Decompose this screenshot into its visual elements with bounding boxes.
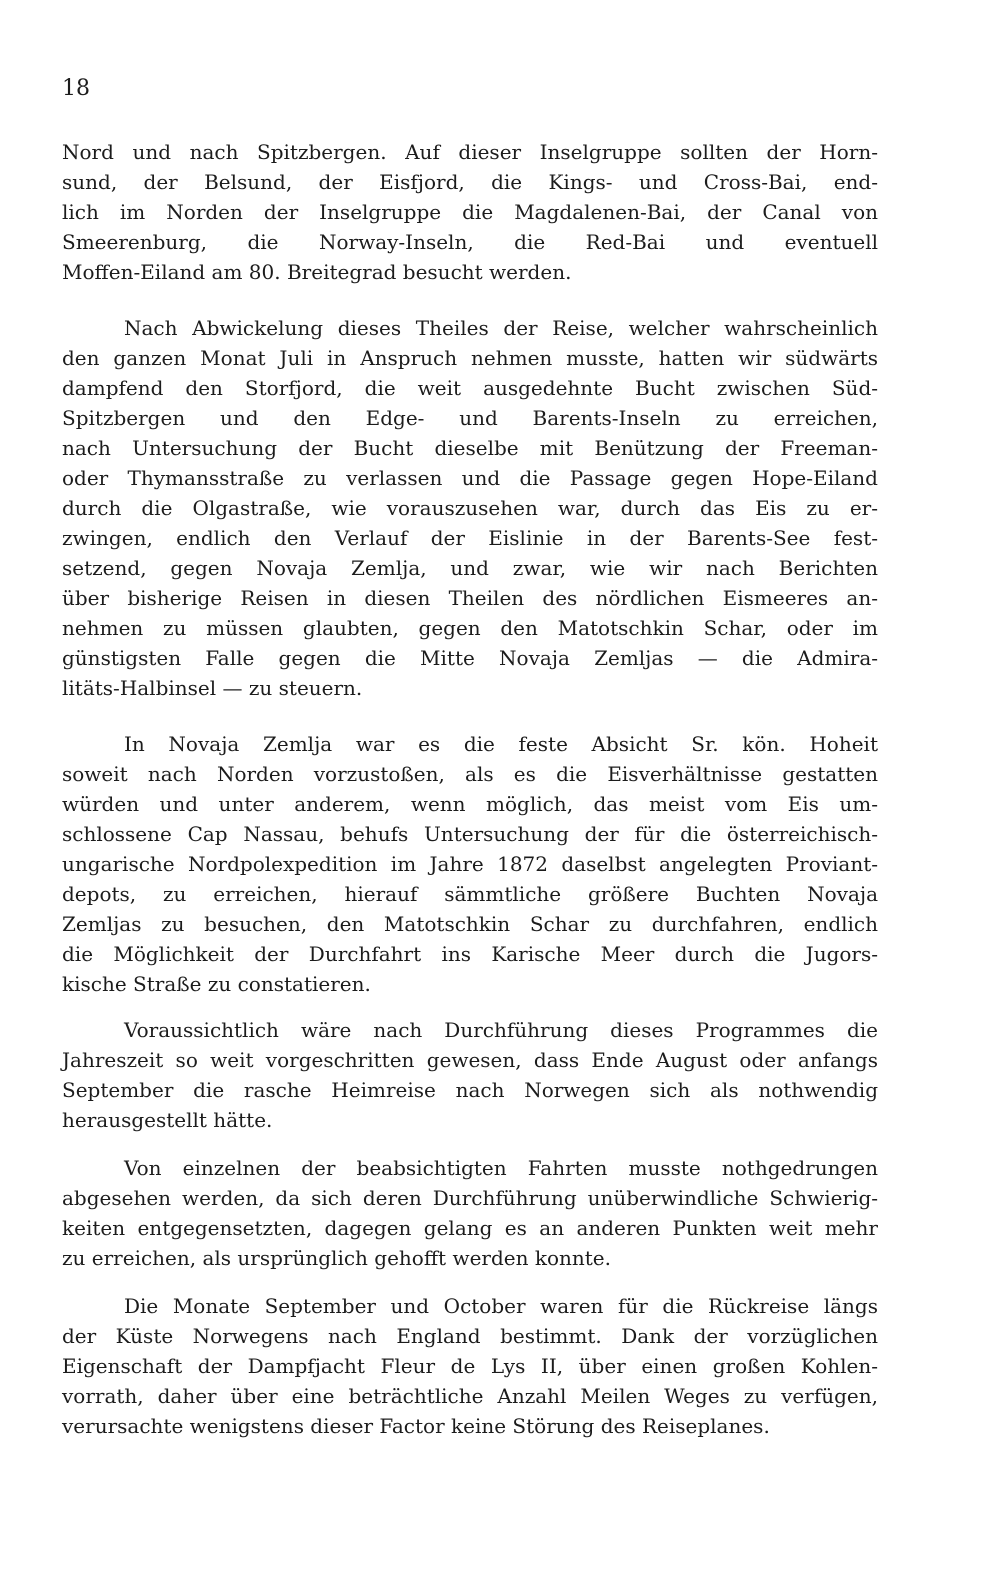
- text-line: nach Untersuchung der Bucht dieselbe mit Benützung der Freeman-: [62, 436, 878, 460]
- text-line: Voraussichtlich wäre nach Durchführung dieses Programmes die: [124, 1018, 878, 1042]
- text-line: zwingen, endlich den Verlauf der Eislinie in der Barents-See fest-: [62, 526, 878, 550]
- text-line: Moffen-Eiland am 80. Breitegrad besucht werden.: [62, 260, 572, 284]
- text-line: herausgestellt hätte.: [62, 1108, 273, 1132]
- text-line: günstigsten Falle gegen die Mitte Novaja Zemljas — die Admira-: [62, 646, 878, 670]
- text-line: durch die Olgastraße, wie vorauszusehen war, durch das Eis zu er-: [62, 496, 878, 520]
- text-line: nehmen zu müssen glaubten, gegen den Matotschkin Schar, oder im: [62, 616, 878, 640]
- paragraph-1: [62, 137, 878, 287]
- text-line: ungarische Nordpolexpedition im Jahre 1872 daselbst angelegten Proviant-: [62, 852, 878, 876]
- paragraph-6: [62, 1291, 878, 1441]
- text-line: oder Thymansstraße zu verlassen und die Passage gegen Hope-Eiland: [62, 466, 878, 490]
- text-line: schlossene Cap Nassau, behufs Untersuchung der für die österreichisch-: [62, 822, 878, 846]
- page-number: 18: [62, 76, 90, 101]
- text-line: Spitzbergen und den Edge- und Barents-Inseln zu erreichen,: [62, 406, 878, 430]
- paragraph-4: [62, 1015, 878, 1135]
- text-line: Nach Abwickelung dieses Theiles der Reise, welcher wahrscheinlich: [124, 316, 878, 340]
- text-line: In Novaja Zemlja war es die feste Absicht Sr. kön. Hoheit: [124, 732, 878, 756]
- text-line: abgesehen werden, da sich deren Durchführung unüberwindliche Schwierig-: [62, 1186, 878, 1210]
- text-line: Die Monate September und October waren für die Rückreise längs: [124, 1294, 878, 1318]
- text-line: Nord und nach Spitzbergen. Auf dieser Inselgruppe sollten der Horn-: [62, 140, 878, 164]
- text-line: Zemljas zu besuchen, den Matotschkin Schar zu durchfahren, endlich: [62, 912, 878, 936]
- text-line: Von einzelnen der beabsichtigten Fahrten musste nothgedrungen: [124, 1156, 878, 1180]
- paragraph-5: [62, 1153, 878, 1273]
- text-line: der Küste Norwegens nach England bestimmt. Dank der vorzüglichen: [62, 1324, 878, 1348]
- text-line: lich im Norden der Inselgruppe die Magdalenen-Bai, der Canal von: [62, 200, 878, 224]
- text-line: vorrath, daher über eine beträchtliche Anzahl Meilen Weges zu verfügen,: [62, 1384, 878, 1408]
- text-line: depots, zu erreichen, hierauf sämmtliche größere Buchten Novaja: [62, 882, 878, 906]
- text-line: verursachte wenigstens dieser Factor keine Störung des Reiseplanes.: [62, 1414, 770, 1438]
- paragraph-2: [62, 313, 878, 703]
- text-line: September die rasche Heimreise nach Norwegen sich als nothwendig: [62, 1078, 878, 1102]
- text-line: Jahreszeit so weit vorgeschritten gewesen, dass Ende August oder anfangs: [62, 1048, 878, 1072]
- text-line: würden und unter anderem, wenn möglich, das meist vom Eis um-: [62, 792, 878, 816]
- text-line: Smeerenburg, die Norway-Inseln, die Red-Bai und eventuell: [62, 230, 878, 254]
- text-line: über bisherige Reisen in diesen Theilen des nördlichen Eismeeres an-: [62, 586, 878, 610]
- text-line: Eigenschaft der Dampfjacht Fleur de Lys II, über einen großen Kohlen-: [62, 1354, 878, 1378]
- paragraph-3: [62, 729, 878, 999]
- text-line: setzend, gegen Novaja Zemlja, und zwar, wie wir nach Berichten: [62, 556, 878, 580]
- text-line: litäts-Halbinsel — zu steuern.: [62, 676, 363, 700]
- text-line: keiten entgegensetzten, dagegen gelang es an anderen Punkten weit mehr: [62, 1216, 878, 1240]
- text-line: zu erreichen, als ursprünglich gehofft werden konnte.: [62, 1246, 611, 1270]
- text-line: kische Straße zu constatieren.: [62, 972, 371, 996]
- text-line: soweit nach Norden vorzustoßen, als es die Eisverhältnisse gestatten: [62, 762, 878, 786]
- text-line: sund, der Belsund, der Eisfjord, die Kings- und Cross-Bai, end-: [62, 170, 878, 194]
- text-line: die Möglichkeit der Durchfahrt ins Karische Meer durch die Jugors-: [62, 942, 878, 966]
- text-line: dampfend den Storfjord, die weit ausgedehnte Bucht zwischen Süd-: [62, 376, 878, 400]
- text-line: den ganzen Monat Juli in Anspruch nehmen musste, hatten wir südwärts: [62, 346, 878, 370]
